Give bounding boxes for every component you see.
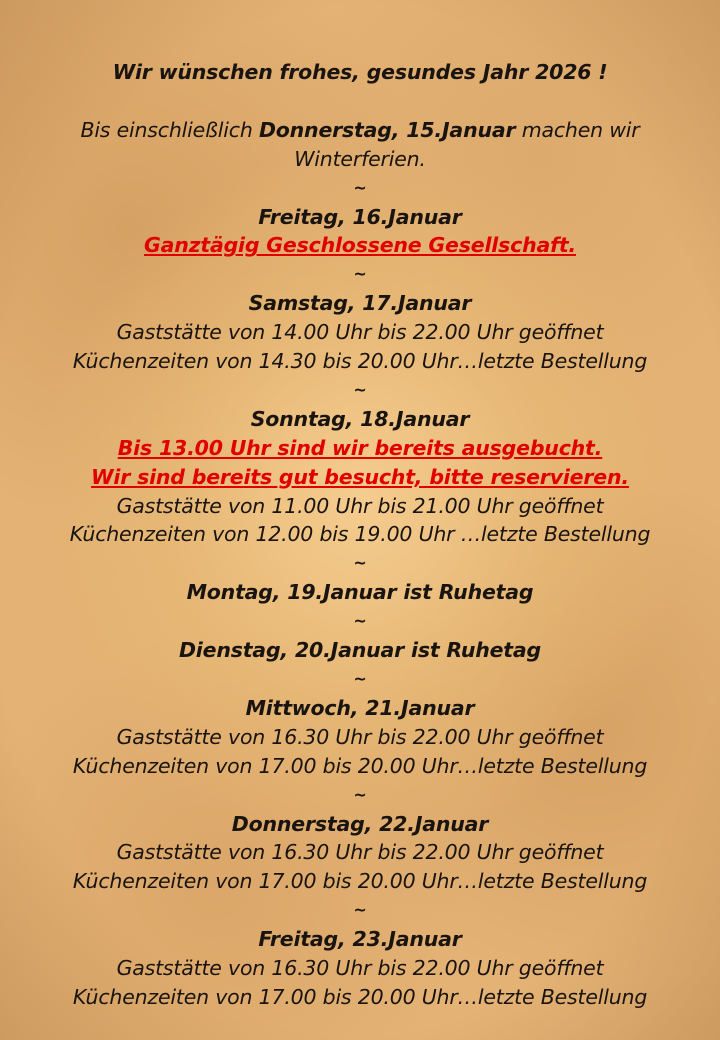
separator: ~ bbox=[353, 784, 367, 804]
alert-text: Wir sind bereits gut besucht, bitte reservieren. bbox=[91, 464, 629, 489]
separator: ~ bbox=[353, 379, 367, 399]
opening-hours-notice bbox=[20, 58, 700, 1012]
day-title: Dienstag, 20.Januar ist Ruhetag bbox=[178, 638, 542, 663]
separator: ~ bbox=[353, 264, 367, 284]
intro-date: Donnerstag, 15.Januar bbox=[258, 117, 516, 142]
kitchen-hours-line: Küchenzeiten von 17.00 bis 20.00 Uhr…letzte Bestellung bbox=[72, 753, 648, 778]
day-title: Donnerstag, 22.Januar bbox=[231, 811, 489, 836]
day-title: Freitag, 16.Januar bbox=[258, 204, 462, 229]
day-title: Freitag, 23.Januar bbox=[258, 927, 462, 952]
hours-line: Gaststätte von 16.30 Uhr bis 22.00 Uhr geöffnet bbox=[116, 956, 604, 981]
hours-line: Gaststätte von 16.30 Uhr bis 22.00 Uhr geöffnet bbox=[116, 840, 604, 865]
day-title: Sonntag, 18.Januar bbox=[250, 406, 470, 431]
alert-text: Bis 13.00 Uhr sind wir bereits ausgebucht. bbox=[117, 435, 603, 460]
separator: ~ bbox=[353, 611, 367, 631]
separator: ~ bbox=[353, 553, 367, 573]
kitchen-hours-line: Küchenzeiten von 17.00 bis 20.00 Uhr…letzte Bestellung bbox=[72, 984, 648, 1009]
separator: ~ bbox=[353, 900, 367, 920]
day-title: Samstag, 17.Januar bbox=[248, 291, 472, 316]
day-title: Montag, 19.Januar ist Ruhetag bbox=[186, 580, 534, 605]
hours-line: Gaststätte von 16.30 Uhr bis 22.00 Uhr geöffnet bbox=[116, 724, 604, 749]
hours-line: Gaststätte von 11.00 Uhr bis 21.00 Uhr geöffnet bbox=[116, 493, 604, 518]
intro-suffix: machen wir Winterferien. bbox=[294, 117, 640, 171]
hours-line: Gaststätte von 14.00 Uhr bis 22.00 Uhr geöffnet bbox=[116, 320, 604, 345]
day-title: Mittwoch, 21.Januar bbox=[245, 695, 475, 720]
kitchen-hours-line: Küchenzeiten von 14.30 bis 20.00 Uhr…letzte Bestellung bbox=[72, 349, 648, 374]
winter-break-intro bbox=[20, 116, 700, 174]
kitchen-hours-line: Küchenzeiten von 12.00 bis 19.00 Uhr …letzte Bestellung bbox=[69, 522, 651, 547]
alert-text: Ganztägig Geschlossene Gesellschaft. bbox=[143, 233, 577, 258]
separator: ~ bbox=[353, 669, 367, 689]
kitchen-hours-line: Küchenzeiten von 17.00 bis 20.00 Uhr…letzte Bestellung bbox=[72, 869, 648, 894]
intro-prefix: Bis einschließlich bbox=[80, 117, 259, 142]
separator: ~ bbox=[353, 177, 367, 197]
greeting-heading: Wir wünschen frohes, gesundes Jahr 2026 ! bbox=[112, 60, 608, 84]
blank-line bbox=[20, 87, 700, 116]
